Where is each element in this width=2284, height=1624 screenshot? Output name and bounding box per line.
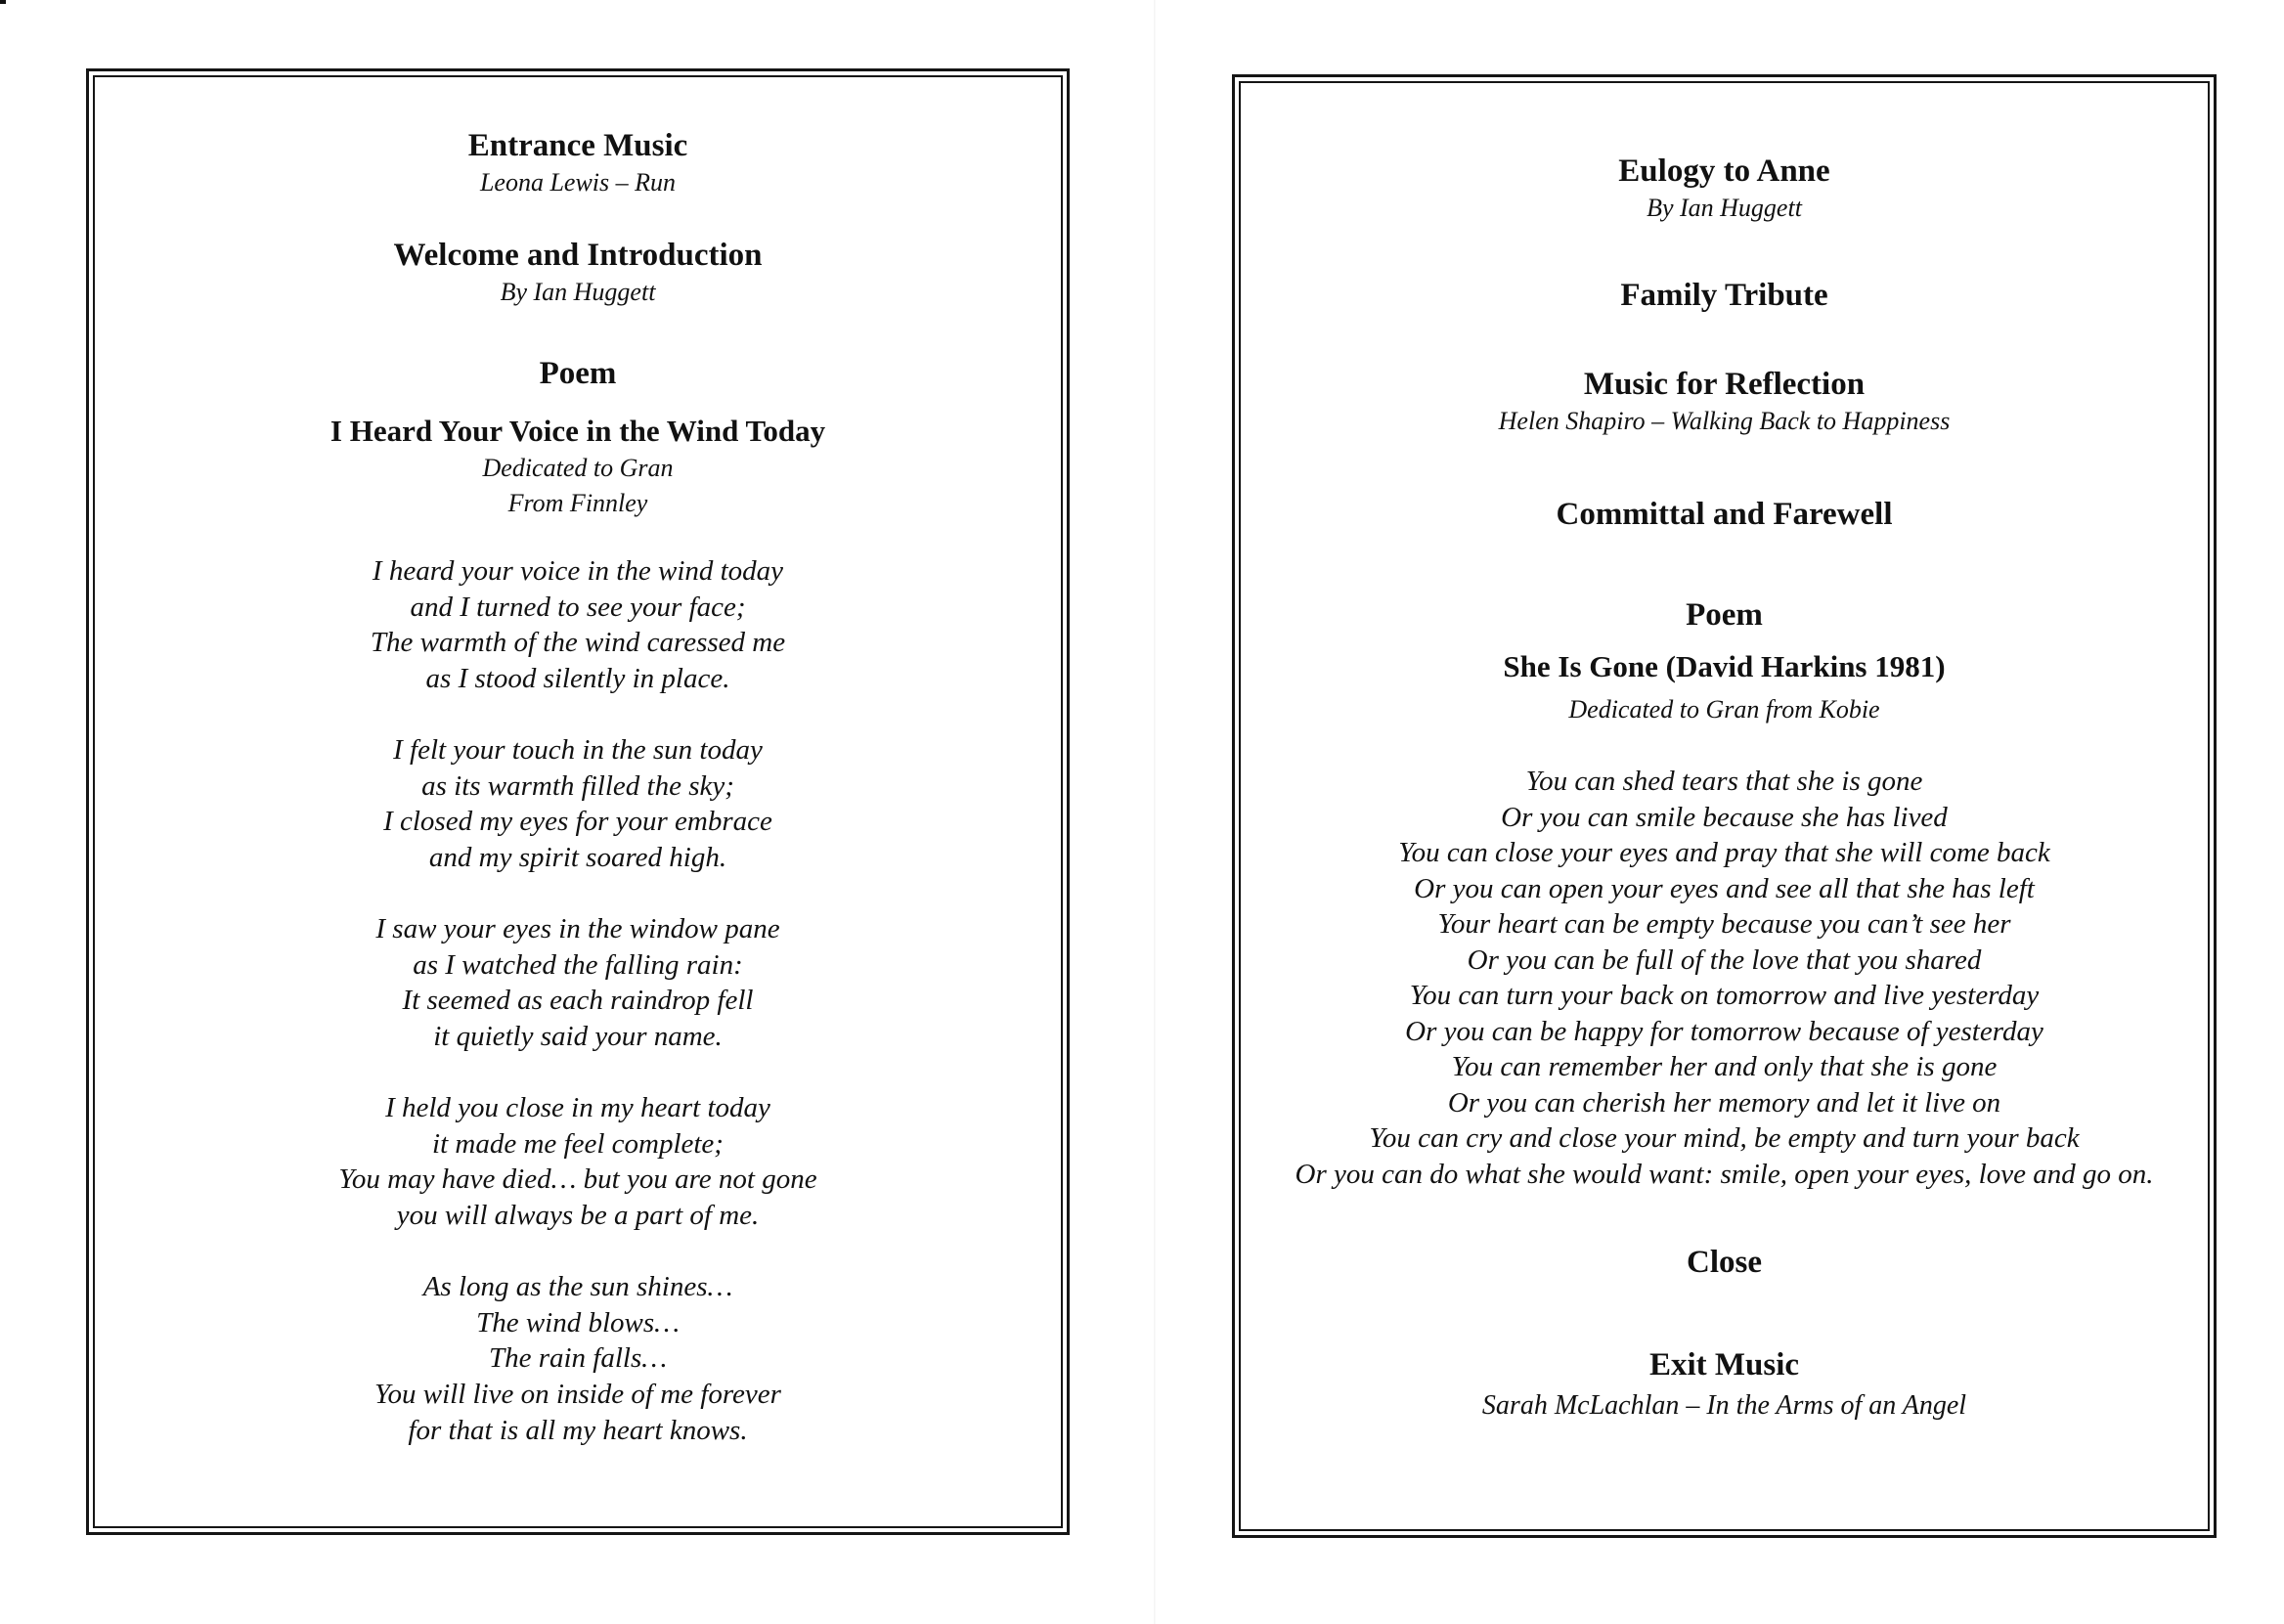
poem-line: for that is all my heart knows. — [408, 1414, 748, 1446]
poem-body-right — [1241, 764, 2208, 1192]
poem-line: You can turn your back on tomorrow and live yesterday — [1409, 980, 2040, 1011]
family-tribute-section — [1241, 276, 2208, 315]
poem-line: The warmth of the wind caressed me — [370, 627, 786, 659]
close-section — [1241, 1243, 2208, 1282]
poem-dedication-right: Dedicated to Gran from Kobie — [1568, 695, 1880, 724]
poem-line: it quietly said your name. — [433, 1021, 723, 1053]
poem-line: You can cry and close your mind, be empty and turn your back — [1369, 1122, 2080, 1154]
right-page-content — [1239, 81, 2210, 1531]
poem-line: I saw your eyes in the window pane — [375, 913, 780, 944]
poem-label-left — [95, 354, 1061, 393]
page-fold — [1154, 0, 1156, 1624]
entrance-music-heading: Entrance Music — [467, 128, 688, 163]
reflection-heading: Music for Reflection — [1583, 367, 1866, 402]
poem-line: you will always be a part of me. — [396, 1200, 760, 1232]
welcome-section — [95, 236, 1061, 310]
poem-heading-left: Poem — [539, 356, 617, 391]
poem-line: it made me feel complete; — [432, 1127, 724, 1160]
poem-label-right-section — [1241, 595, 2208, 635]
poem-line: It seemed as each raindrop fell — [402, 985, 754, 1017]
poem-line: as I watched the falling rain: — [413, 948, 743, 981]
poem-line: Or you can be happy for tomorrow because of yesterday — [1405, 1015, 2043, 1047]
eulogy-speaker: By Ian Huggett — [1647, 194, 1802, 222]
close-heading: Close — [1687, 1245, 1762, 1280]
exit-music-section — [1241, 1345, 2208, 1427]
poem-stanza-3 — [95, 911, 1061, 1055]
poem-title-right: She Is Gone (David Harkins 1981) — [1503, 649, 1946, 683]
welcome-heading: Welcome and Introduction — [393, 238, 763, 273]
poem-line: You may have died… but you are not gone — [338, 1163, 817, 1196]
poem-line: as I stood silently in place. — [425, 663, 730, 695]
poem-line: and I turned to see your face; — [410, 591, 746, 623]
poem-title-section-left — [95, 412, 1061, 521]
left-page-content — [93, 75, 1063, 1528]
poem-line: You can shed tears that she is gone — [1525, 766, 1923, 797]
poem-line: and my spirit soared high. — [428, 842, 727, 874]
poem-stanza-1 — [95, 553, 1061, 697]
reflection-section — [1241, 365, 2208, 439]
poem-line: Or you can open your eyes and see all that she has left — [1414, 872, 2035, 904]
eulogy-section — [1241, 152, 2208, 226]
right-page-frame — [1232, 74, 2217, 1538]
poem-line: Or you can smile because she has lived — [1501, 801, 1948, 833]
committal-heading: Committal and Farewell — [1556, 497, 1893, 532]
poem-dedication-line-1: Dedicated to Gran — [482, 454, 674, 482]
entrance-music-artist: Leona Lewis – Run — [479, 168, 677, 197]
poem-line: I closed my eyes for your embrace — [383, 806, 772, 838]
poem-line: The rain falls… — [488, 1342, 668, 1375]
poem-line: I felt your touch in the sun today — [393, 734, 763, 766]
eulogy-heading: Eulogy to Anne — [1618, 154, 1830, 189]
poem-stanza-4 — [95, 1090, 1061, 1234]
scan-corner-mark — [0, 0, 6, 4]
poem-line: You can close your eyes and pray that she will come back — [1398, 837, 2050, 868]
poem-dedication-right-section — [1241, 692, 2208, 727]
poem-dedication-line-2: From Finnley — [507, 489, 648, 517]
poem-line: You can remember her and only that she is gone — [1451, 1051, 1998, 1082]
poem-stanza-5 — [95, 1269, 1061, 1449]
family-tribute-heading: Family Tribute — [1620, 278, 1828, 313]
welcome-speaker: By Ian Huggett — [500, 278, 656, 306]
poem-line: as its warmth filled the sky; — [421, 769, 734, 802]
committal-section — [1241, 495, 2208, 534]
poem-line: I heard your voice in the wind today — [372, 555, 784, 587]
poem-line: Or you can do what she would want: smile, open your eyes, love and go on. — [1295, 1158, 2154, 1190]
poem-line: Or you can cherish her memory and let it live on — [1447, 1086, 2001, 1119]
exit-music-artist: Sarah McLachlan – In the Arms of an Angel — [1481, 1390, 1967, 1421]
poem-title-left: I Heard Your Voice in the Wind Today — [329, 414, 826, 448]
reflection-music: Helen Shapiro – Walking Back to Happiness — [1498, 407, 1951, 435]
poem-line: You will live on inside of me forever — [374, 1379, 781, 1411]
poem-title-section-right — [1241, 647, 2208, 686]
poem-line: I held you close in my heart today — [385, 1092, 770, 1123]
poem-line: Your heart can be empty because you can’t see her — [1437, 908, 2011, 940]
poem-stanza-2 — [95, 732, 1061, 876]
exit-music-heading: Exit Music — [1648, 1347, 1800, 1383]
left-page-frame — [86, 68, 1070, 1535]
poem-line: The wind blows… — [476, 1306, 680, 1339]
entrance-music-section — [95, 126, 1061, 200]
poem-heading-right: Poem — [1686, 597, 1763, 633]
poem-line: As long as the sun shines… — [422, 1271, 733, 1302]
poem-line: Or you can be full of the love that you shared — [1467, 944, 1982, 976]
